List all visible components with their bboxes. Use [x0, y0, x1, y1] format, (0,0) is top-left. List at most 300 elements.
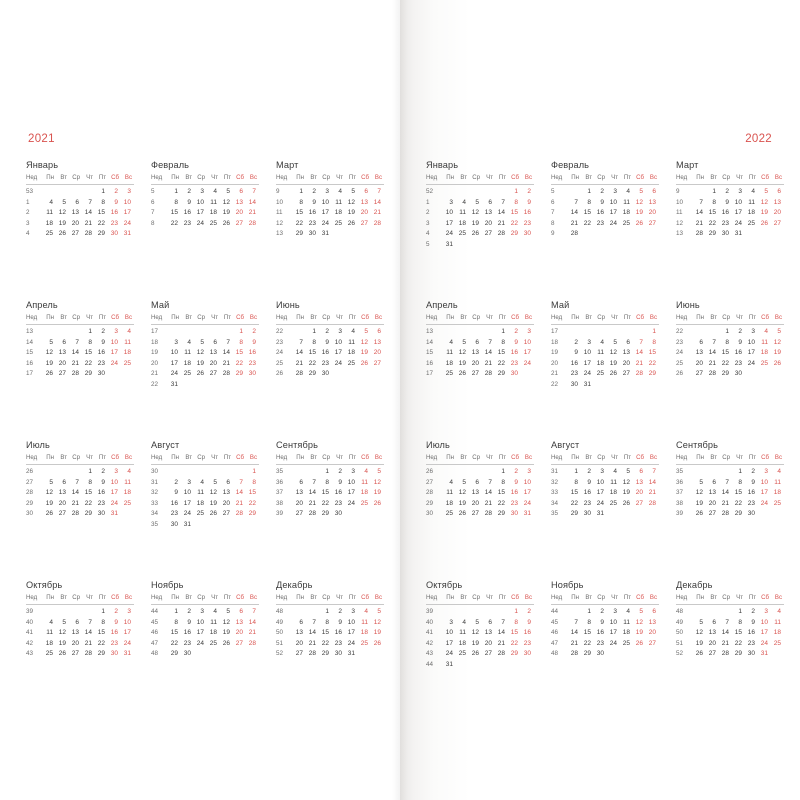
- day-cell: 25: [347, 359, 355, 367]
- weekday-header: Вт: [310, 314, 317, 321]
- day-cell: 2: [527, 188, 531, 195]
- day-cell-empty: [330, 229, 343, 240]
- day-cell: 27: [484, 230, 492, 238]
- day-cell: 18: [196, 499, 204, 507]
- day-cell: 10: [523, 338, 531, 346]
- day-cell: 1: [574, 468, 578, 475]
- day-cell: 7: [652, 468, 656, 475]
- day-cell: 2: [587, 468, 591, 475]
- day-cell: 9: [114, 618, 118, 626]
- week-row: [151, 618, 259, 629]
- week-number-cell: 22: [151, 380, 159, 388]
- day-cell-empty: [330, 369, 343, 380]
- day-cell: 15: [510, 629, 518, 637]
- day-cell-empty: [618, 380, 631, 391]
- day-cell-empty: [454, 467, 467, 478]
- day-cell: 26: [773, 359, 781, 367]
- day-cell: 1: [299, 188, 303, 195]
- week-row: [676, 467, 784, 478]
- day-cell: 19: [471, 219, 479, 227]
- week-number-cell: 1: [26, 198, 30, 206]
- day-cell: 2: [312, 188, 316, 195]
- day-cell: 25: [773, 499, 781, 507]
- day-cell: 25: [445, 510, 453, 518]
- day-cell: 22: [97, 219, 105, 227]
- week-number-header: Нед: [276, 594, 288, 601]
- day-cell: 3: [351, 608, 355, 615]
- day-cell: 15: [97, 629, 105, 637]
- day-cell: 28: [648, 499, 656, 507]
- week-row: [151, 649, 259, 660]
- month-name: Февраль: [551, 160, 590, 170]
- day-cell: 10: [445, 629, 453, 637]
- week-row: [26, 509, 134, 520]
- week-row: [676, 187, 784, 198]
- week-row: [276, 327, 384, 338]
- day-cell: 29: [497, 370, 505, 378]
- day-cell: 6: [62, 338, 66, 346]
- day-cell: 12: [58, 209, 66, 217]
- weekday-header: Пт: [223, 314, 231, 321]
- day-cell: 23: [183, 639, 191, 647]
- day-cell: 28: [248, 219, 256, 227]
- day-cell: 12: [695, 629, 703, 637]
- day-cell: 14: [71, 349, 79, 357]
- day-cell-empty: [467, 327, 480, 338]
- day-cell: 26: [760, 219, 768, 227]
- day-cell-empty: [54, 187, 67, 198]
- day-cell: 10: [760, 618, 768, 626]
- week-row: [26, 639, 134, 650]
- day-cell-empty: [605, 509, 618, 520]
- day-cell: 14: [71, 489, 79, 497]
- weekday-header: Вс: [649, 314, 657, 321]
- month-block: [676, 580, 784, 700]
- weekday-header: Сб: [236, 174, 244, 181]
- day-cell-empty: [218, 649, 231, 660]
- weekday-header: Чт: [86, 314, 93, 321]
- week-row: [676, 359, 784, 370]
- week-row: [676, 478, 784, 489]
- day-cell: 3: [527, 468, 531, 475]
- day-cell: 18: [760, 349, 768, 357]
- day-cell-empty: [231, 380, 244, 391]
- day-cell-empty: [41, 467, 54, 478]
- week-row: [551, 499, 659, 510]
- week-number-header: Нед: [676, 314, 688, 321]
- day-cell: 29: [295, 230, 303, 238]
- day-cell: 8: [174, 198, 178, 206]
- day-cell: 8: [514, 198, 518, 206]
- day-cell: 8: [514, 618, 518, 626]
- day-cell: 17: [110, 349, 118, 357]
- month-block: [551, 440, 659, 560]
- day-cell: 17: [321, 209, 329, 217]
- day-cell: 20: [773, 209, 781, 217]
- day-cell: 6: [75, 618, 79, 626]
- day-cell: 5: [200, 338, 204, 346]
- day-cell: 21: [84, 639, 92, 647]
- day-cell: 24: [196, 219, 204, 227]
- day-cell: 12: [609, 349, 617, 357]
- day-cell: 30: [510, 370, 518, 378]
- week-number-cell: 20: [551, 359, 559, 367]
- week-number-cell: 14: [426, 338, 434, 346]
- day-cell: 6: [299, 618, 303, 626]
- day-cell: 2: [252, 328, 256, 335]
- day-cell-empty: [166, 327, 179, 338]
- week-row: [676, 338, 784, 349]
- day-cell-empty: [493, 660, 506, 671]
- weekday-header: Вт: [710, 594, 717, 601]
- day-cell: 3: [449, 198, 453, 206]
- day-cell: 27: [648, 639, 656, 647]
- day-cell: 25: [622, 639, 630, 647]
- weekday-header: Сб: [361, 454, 369, 461]
- weekday-header: Чт: [611, 594, 618, 601]
- day-cell: 19: [222, 209, 230, 217]
- weekday-header: Вс: [124, 594, 132, 601]
- week-number-cell: 12: [276, 219, 284, 227]
- day-cell: 22: [295, 219, 303, 227]
- week-number-cell: 23: [676, 338, 684, 346]
- day-cell-empty: [192, 649, 205, 660]
- day-cell: 27: [622, 370, 630, 378]
- day-cell: 31: [123, 650, 131, 658]
- weekday-header: Чт: [736, 454, 743, 461]
- weekday-header: Вс: [249, 174, 257, 181]
- week-row: [276, 618, 384, 629]
- day-cell: 4: [626, 608, 630, 615]
- day-cell-empty: [631, 229, 644, 240]
- weekday-header-row: [26, 454, 134, 465]
- day-cell: 7: [501, 618, 505, 626]
- week-row: [26, 348, 134, 359]
- week-number-cell: 10: [276, 198, 284, 206]
- week-number-cell: 36: [276, 478, 284, 486]
- week-number-cell: 52: [676, 650, 684, 658]
- week-number-cell: 43: [426, 650, 434, 658]
- day-cell: 7: [377, 188, 381, 195]
- day-cell: 4: [626, 188, 630, 195]
- day-cell: 28: [308, 650, 316, 658]
- day-cell: 21: [721, 499, 729, 507]
- week-row: [551, 607, 659, 618]
- day-cell: 9: [738, 338, 742, 346]
- weekday-header: Сб: [511, 174, 519, 181]
- day-cell-empty: [605, 380, 618, 391]
- day-cell: 22: [97, 639, 105, 647]
- week-row: [551, 369, 659, 380]
- month-name: Июль: [426, 440, 450, 450]
- weekday-header: Пн: [46, 454, 54, 461]
- week-row: [426, 219, 534, 230]
- day-cell: 17: [123, 629, 131, 637]
- day-cell: 4: [49, 198, 53, 206]
- day-cell: 17: [609, 629, 617, 637]
- day-cell: 17: [445, 219, 453, 227]
- day-cell: 25: [123, 499, 131, 507]
- day-cell: 10: [196, 198, 204, 206]
- day-cell: 10: [347, 618, 355, 626]
- week-number-cell: 48: [676, 608, 684, 615]
- day-cell: 1: [501, 468, 505, 475]
- day-cell: 23: [523, 219, 531, 227]
- day-cell: 9: [751, 478, 755, 486]
- day-cell: 17: [110, 489, 118, 497]
- week-number-cell: 22: [676, 328, 684, 335]
- day-cell: 21: [235, 499, 243, 507]
- day-cell-empty: [592, 380, 605, 391]
- day-cell: 22: [734, 639, 742, 647]
- day-cell: 10: [747, 338, 755, 346]
- month-block: [551, 160, 659, 280]
- week-number-header: Нед: [151, 594, 163, 601]
- week-row: [676, 618, 784, 629]
- day-cell: 25: [747, 219, 755, 227]
- week-number-header: Нед: [426, 314, 438, 321]
- week-number-cell: 4: [26, 230, 30, 238]
- day-cell: 3: [325, 188, 329, 195]
- day-cell-empty: [631, 649, 644, 660]
- month-block: [276, 440, 384, 560]
- day-cell: 14: [484, 349, 492, 357]
- weekday-header: Чт: [336, 454, 343, 461]
- day-cell: 17: [445, 639, 453, 647]
- day-cell: 20: [222, 499, 230, 507]
- day-cell: 10: [321, 198, 329, 206]
- week-row: [551, 348, 659, 359]
- week-number-header: Нед: [676, 594, 688, 601]
- weekday-header: Пт: [348, 454, 356, 461]
- weekday-header: Сб: [361, 594, 369, 601]
- day-cell-empty: [80, 187, 93, 198]
- day-cell: 11: [46, 209, 53, 217]
- day-cell: 9: [587, 478, 591, 486]
- day-cell: 16: [596, 629, 604, 637]
- weekday-header: Сб: [236, 454, 244, 461]
- day-cell: 25: [360, 639, 368, 647]
- day-cell-empty: [356, 509, 369, 520]
- weekday-header: Пн: [171, 594, 179, 601]
- week-number-cell: 9: [276, 188, 280, 195]
- day-cell: 9: [101, 338, 105, 346]
- day-cell: 12: [373, 618, 381, 626]
- day-cell: 29: [734, 650, 742, 658]
- day-cell: 16: [523, 629, 531, 637]
- day-cell-empty: [769, 509, 782, 520]
- day-cell-empty: [343, 229, 356, 240]
- week-number-cell: 49: [676, 618, 684, 626]
- day-cell-empty: [41, 187, 54, 198]
- day-cell: 19: [58, 219, 66, 227]
- week-number-cell: 33: [551, 489, 559, 497]
- weekday-header: Ср: [472, 314, 480, 321]
- weekday-header: Вт: [60, 454, 67, 461]
- day-cell: 25: [45, 650, 53, 658]
- weekday-header: Вс: [374, 594, 382, 601]
- day-cell: 12: [222, 198, 230, 206]
- day-cell: 10: [123, 618, 131, 626]
- week-number-cell: 36: [676, 478, 684, 486]
- month-block: [276, 580, 384, 700]
- day-cell: 23: [334, 499, 342, 507]
- day-cell-empty: [343, 509, 356, 520]
- day-cell: 28: [695, 230, 703, 238]
- week-row: [26, 327, 134, 338]
- day-cell: 29: [321, 650, 329, 658]
- week-number-cell: 7: [151, 209, 155, 217]
- day-cell: 7: [299, 338, 303, 346]
- week-row: [426, 488, 534, 499]
- day-cell: 19: [373, 489, 381, 497]
- day-cell: 12: [635, 198, 643, 206]
- weekday-header: Пт: [623, 454, 631, 461]
- day-cell: 23: [97, 359, 105, 367]
- day-cell: 4: [600, 338, 604, 346]
- day-cell: 5: [213, 478, 217, 486]
- day-cell: 28: [497, 230, 505, 238]
- day-cell: 28: [71, 370, 79, 378]
- day-cell: 10: [523, 478, 531, 486]
- day-cell-empty: [179, 380, 192, 391]
- week-row: [426, 639, 534, 650]
- day-cell: 24: [347, 499, 355, 507]
- day-cell: 20: [648, 629, 656, 637]
- week-row: [26, 198, 134, 209]
- day-cell-empty: [592, 327, 605, 338]
- weekday-header: Пт: [498, 594, 506, 601]
- day-cell-empty: [769, 229, 782, 240]
- week-number-cell: 30: [426, 510, 434, 518]
- day-cell: 3: [127, 608, 131, 615]
- week-row: [26, 208, 134, 219]
- weekday-header-row: [426, 454, 534, 465]
- day-cell: 24: [123, 639, 131, 647]
- day-cell: 29: [308, 370, 316, 378]
- weekday-header: Пн: [696, 174, 704, 181]
- day-cell: 19: [347, 209, 355, 217]
- day-cell: 28: [570, 230, 578, 238]
- day-cell: 2: [751, 608, 755, 615]
- day-cell: 27: [360, 219, 368, 227]
- weekday-header: Чт: [211, 174, 218, 181]
- weekday-header: Пт: [98, 314, 106, 321]
- day-cell: 18: [123, 489, 131, 497]
- day-cell: 4: [449, 478, 453, 486]
- day-cell: 5: [475, 618, 479, 626]
- week-row: [151, 219, 259, 230]
- week-number-header: Нед: [151, 174, 163, 181]
- day-cell: 25: [183, 370, 191, 378]
- day-cell: 5: [351, 188, 355, 195]
- week-number-cell: 39: [426, 608, 434, 615]
- month-name: Март: [276, 160, 299, 170]
- weekday-header: Пт: [623, 174, 631, 181]
- week-number-cell: 17: [551, 328, 559, 335]
- day-cell: 13: [209, 349, 217, 357]
- weekday-header: Вт: [310, 174, 317, 181]
- weekday-header: Ср: [722, 454, 730, 461]
- month-name: Октябрь: [26, 580, 63, 590]
- day-cell: 23: [747, 499, 755, 507]
- day-cell: 2: [101, 468, 105, 475]
- day-cell-empty: [493, 187, 506, 198]
- week-number-cell: 48: [276, 608, 284, 615]
- week-number-cell: 38: [276, 499, 284, 507]
- weekday-header: Чт: [736, 594, 743, 601]
- week-number-cell: 47: [151, 639, 159, 647]
- week-number-cell: 32: [551, 478, 559, 486]
- weekday-header-row: [276, 454, 384, 465]
- day-cell: 6: [712, 478, 716, 486]
- week-number-cell: 2: [26, 209, 30, 217]
- day-cell: 20: [622, 359, 630, 367]
- day-cell: 21: [497, 219, 505, 227]
- day-cell-empty: [291, 607, 304, 618]
- week-number-cell: 22: [276, 328, 284, 335]
- day-cell: 18: [773, 629, 781, 637]
- day-cell: 8: [738, 618, 742, 626]
- day-cell-empty: [467, 467, 480, 478]
- weekday-header: Вт: [185, 454, 192, 461]
- day-cell: 21: [295, 359, 303, 367]
- weekday-header: Сб: [636, 174, 644, 181]
- day-cell: 8: [239, 338, 243, 346]
- day-cell: 3: [751, 328, 755, 335]
- week-number-header: Нед: [426, 594, 438, 601]
- day-cell: 1: [174, 608, 178, 615]
- day-cell: 29: [510, 650, 518, 658]
- day-cell: 14: [248, 198, 256, 206]
- day-cell: 12: [209, 489, 217, 497]
- day-cell: 20: [58, 359, 66, 367]
- day-cell: 11: [459, 209, 466, 217]
- day-cell: 20: [235, 209, 243, 217]
- week-number-cell: 13: [276, 230, 284, 238]
- day-cell: 31: [445, 240, 453, 248]
- week-row: [676, 348, 784, 359]
- day-cell: 6: [712, 618, 716, 626]
- weekday-header: Пт: [623, 314, 631, 321]
- week-number-cell: 32: [151, 489, 159, 497]
- day-cell: 28: [484, 370, 492, 378]
- day-cell: 28: [721, 510, 729, 518]
- week-number-header: Нед: [276, 314, 288, 321]
- day-cell: 17: [523, 349, 531, 357]
- day-cell: 12: [635, 618, 643, 626]
- day-cell: 20: [484, 219, 492, 227]
- day-cell: 24: [110, 359, 118, 367]
- week-number-cell: 39: [26, 608, 34, 615]
- weekday-header: Вс: [374, 454, 382, 461]
- day-cell: 9: [325, 338, 329, 346]
- day-cell: 5: [699, 618, 703, 626]
- day-cell: 18: [747, 209, 755, 217]
- week-number-cell: 51: [276, 639, 284, 647]
- day-cell: 21: [708, 359, 716, 367]
- day-cell: 6: [488, 618, 492, 626]
- day-cell-empty: [441, 327, 454, 338]
- week-row: [676, 628, 784, 639]
- year-label-right: 2022: [745, 133, 772, 145]
- weekday-header: Пн: [571, 314, 579, 321]
- day-cell: 4: [777, 468, 781, 475]
- day-cell: 2: [338, 608, 342, 615]
- day-cell-empty: [579, 327, 592, 338]
- day-cell: 20: [708, 639, 716, 647]
- day-cell: 13: [484, 629, 492, 637]
